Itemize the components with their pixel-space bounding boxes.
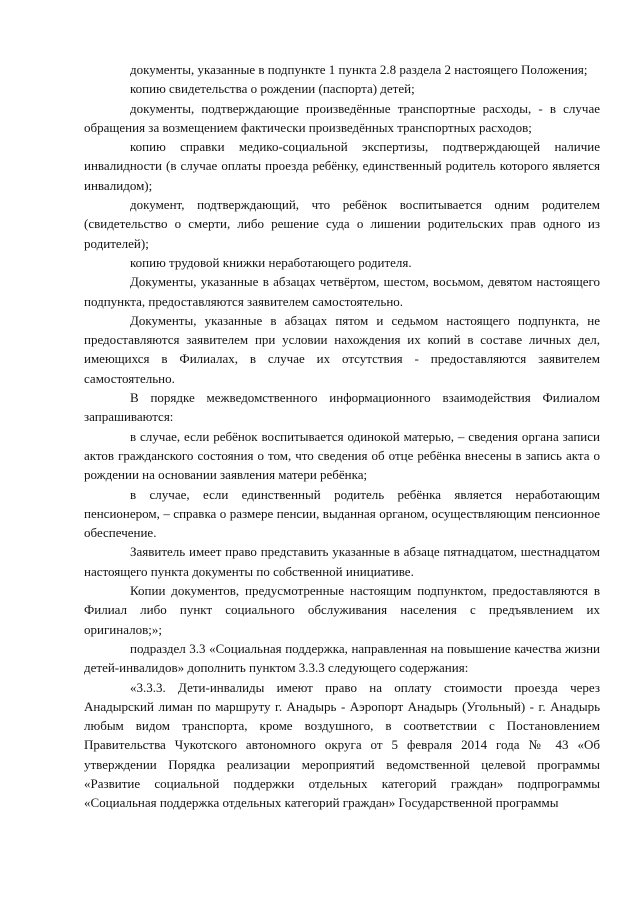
paragraph-4: копию справки медико-социальной экспертизы, подтверждающей наличие инвалидности (в случае оплаты проезда ребёнку, единственный родитель которого является инвалидом);	[84, 139, 600, 193]
paragraph-3: документы, подтверждающие произведённые транспортные расходы, - в случае обращения за возмещением фактически произведённых транспортных расходов;	[84, 100, 600, 135]
paragraph-6: копию трудовой книжки неработающего родителя.	[130, 254, 412, 270]
paragraph-5: документ, подтверждающий, что ребёнок воспитывается одним родителем (свидетельство о смерти, либо решение суда о лишении родительских прав одного из родителей);	[84, 197, 600, 251]
paragraph-15: «3.3.3. Дети-инвалиды имеют право на оплату стоимости проезда через Анадырский лиман по маршруту г. Анадырь - Аэропорт Анадырь (Угольный) - г. Анадырь любым видом транспорта, кроме воздушного, в соответствии с Постановлением Правительства Чукотского автономного округа от 5 февраля 2014 года № 43 «Об утверждении Порядка реализации мероприятий ведомственной целевой программы «Развитие социальной поддержки отдельных категорий граждан» подпрограммы «Социальная поддержка отдельных категорий граждан» Государственной программы	[84, 679, 600, 811]
paragraph-14: подраздел 3.3 «Социальная поддержка, направленная на повышение качества жизни детей-инвалидов» дополнить пунктом 3.3.3 следующего содержания:	[84, 640, 600, 676]
paragraph-13: Копии документов, предусмотренные настоящим подпунктом, предоставляются в Филиал либо пункт социального обслуживания населения с предъявлением их оригиналов;»;	[84, 583, 600, 637]
paragraph-9: В порядке межведомственного информационного взаимодействия Филиалом запрашиваются:	[84, 390, 600, 425]
paragraph-12: Заявитель имеет право представить указанные в абзаце пятнадцатом, шестнадцатом настоящего пункта документы по собственной инициативе.	[84, 544, 600, 579]
paragraph-2: копию свидетельства о рождении (паспорта) детей;	[130, 81, 415, 97]
paragraph-1: документы, указанные в подпункте 1 пункта 2.8 раздела 2 настоящего Положения;	[130, 62, 588, 77]
paragraph-11: в случае, если единственный родитель ребёнка является неработающим пенсионером, – справка о размере пенсии, выданная органом, осуществляющим пенсионное обеспечение.	[84, 486, 600, 541]
paragraph-10: в случае, если ребёнок воспитывается одинокой матерью, – сведения органа записи актов гражданского состояния о том, что сведения об отце ребёнка внесены в запись акта о рождении на основании заявления матери ребёнка;	[84, 428, 600, 483]
paragraph-8: Документы, указанные в абзацах пятом и седьмом настоящего подпункта, не предоставляются заявителем при условии нахождения их копий в составе личных дел, имеющихся в Филиалах, в случае их отсутствия - предоставляются заявителем самостоятельно.	[84, 312, 600, 386]
paragraph-7: Документы, указанные в абзацах четвёртом, шестом, восьмом, девятом настоящего подпункта, предоставляются заявителем самостоятельно.	[84, 274, 600, 309]
document-page	[84, 60, 600, 813]
